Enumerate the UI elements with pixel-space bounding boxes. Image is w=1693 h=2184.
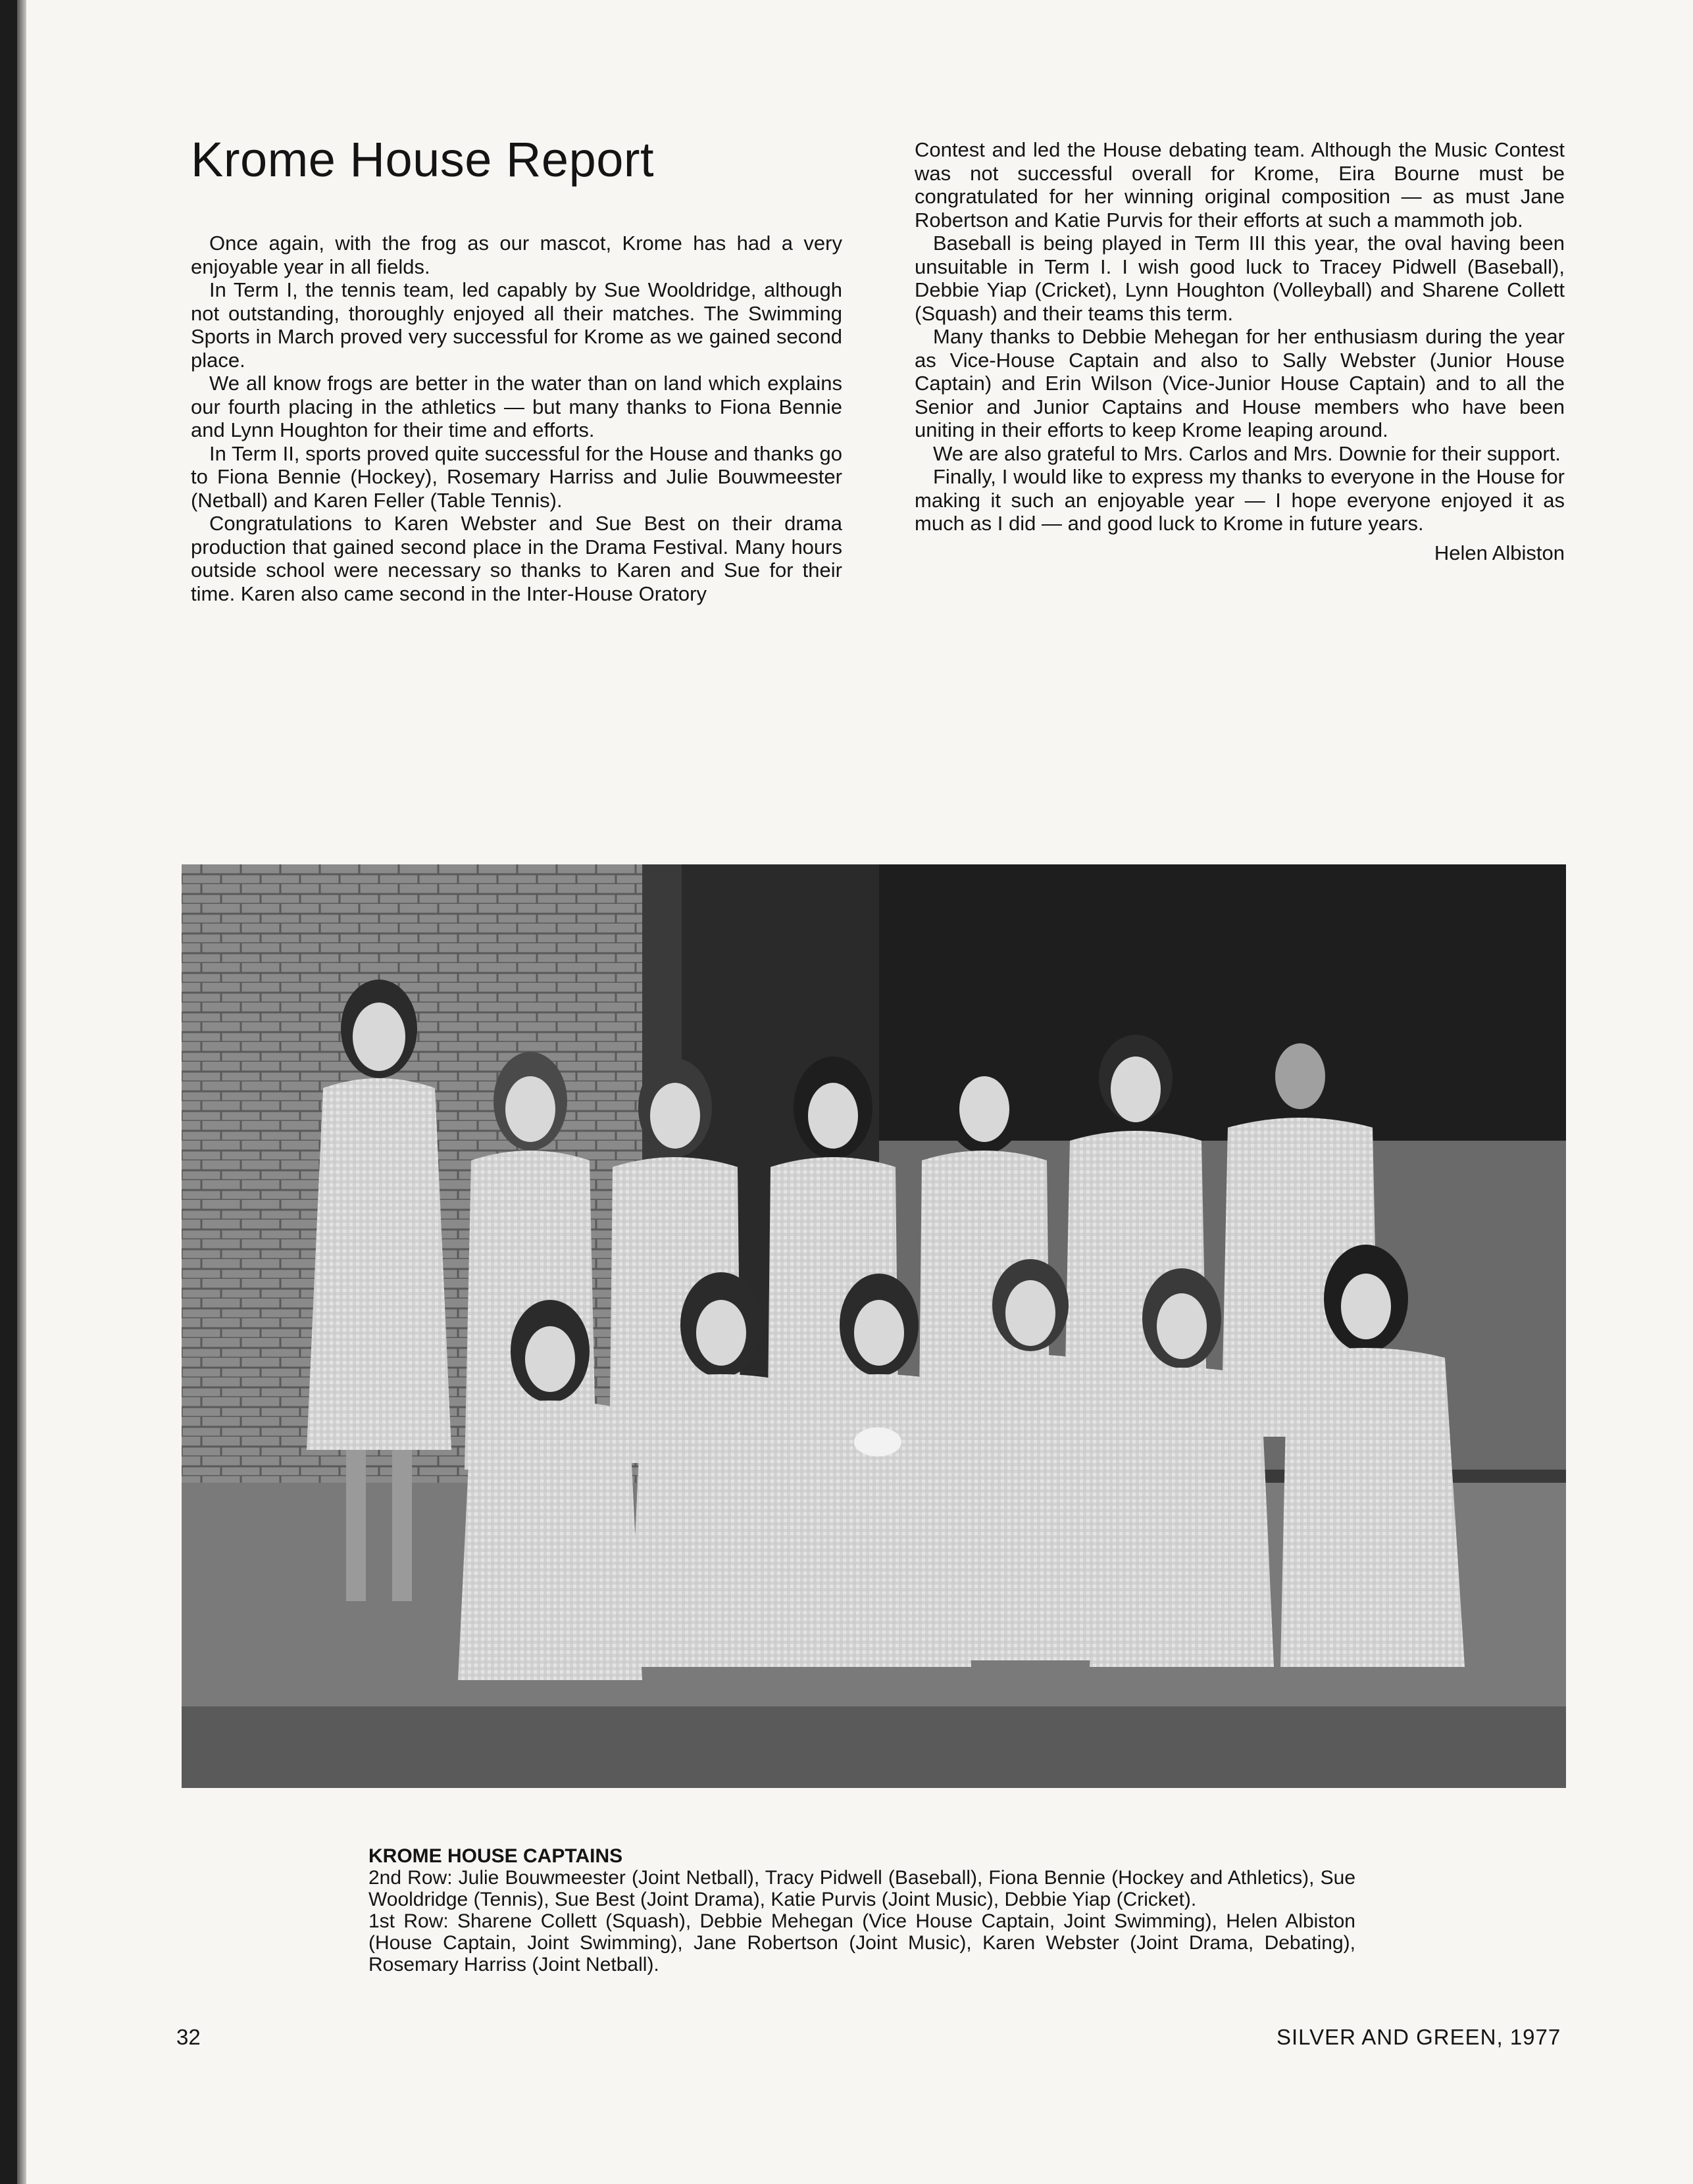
paragraph: Many thanks to Debbie Mehegan for her enthusiasm during the year as Vice-House Captain and also to Sally Webster (Junior House Captain) and Erin Wilson (Vice-Junior House Captain) and to all the Senior and Junior Captains and House members who have been uniting in their efforts to keep Krome leaping around. (915, 325, 1565, 441)
frog-mascot (854, 1427, 901, 1456)
paragraph: In Term II, sports proved quite successful for the House and thanks go to Fiona Bennie (Hockey), Rosemary Harriss and Julie Bouwmeester (Netball) and Karen Feller (Table Tennis). (191, 441, 842, 512)
group-photo-illustration (182, 864, 1566, 1788)
binding-spine (0, 0, 17, 2184)
paragraph: We all know frogs are better in the water than on land which explains our fourth placing in the athletics — but many thanks to Fiona Bennie and Lynn Houghton for their time and efforts. (191, 372, 842, 441)
paragraph: In Term I, the tennis team, led capably by Sue Wooldridge, although not outstanding, thoroughly enjoyed all their matches. The Swimming Sports in March proved very successful for Krome as we gained second place. (191, 278, 842, 372)
paragraph: Baseball is being played in Term III this year, the oval having been unsuitable in Term I. I wish good luck to Tracey Pidwell (Baseball), Debbie Yiap (Cricket), Lynn Houghton (Volleyball) and Sharene Collett (Squash) and their teams this term. (915, 232, 1565, 325)
paragraph: Congratulations to Karen Webster and Sue Best on their drama production that gained second place in the Drama Festival. Many hours outside school were necessary so thanks to Karen and Sue for their time. Karen also came second in the Inter-House Oratory (191, 512, 842, 605)
group-photo (182, 864, 1566, 1788)
left-column (191, 232, 842, 605)
paragraph: Once again, with the frog as our mascot, Krome has had a very enjoyable year in all fields. (191, 232, 842, 278)
page-number: 32 (176, 2025, 201, 2049)
right-column (915, 138, 1565, 564)
publication-title: SILVER AND GREEN, 1977 (1276, 2025, 1561, 2049)
paragraph-continuation: Contest and led the House debating team. Although the Music Contest was not successful overall for Krome, Eira Bourne must be congratulated for her winning original composition — as must Jane Robertson and Katie Purvis for their efforts at such a mammoth job. (915, 138, 1565, 232)
photo-caption (368, 1845, 1355, 1975)
caption-first-row: 1st Row: Sharene Collett (Squash), Debbie Mehegan (Vice House Captain, Joint Swimming), Helen Albiston (House Captain, Joint Swimming), Jane Robertson (Joint Music), Karen Webster (Joint Drama, Debating), Rosemary Harriss (Joint Netball). (368, 1910, 1355, 1975)
paragraph: Finally, I would like to express my thanks to everyone in the House for making it such an enjoyable year — I hope everyone enjoyed it as much as I did — and good luck to Krome in future years. (915, 465, 1565, 535)
paragraph: We are also grateful to Mrs. Carlos and Mrs. Downie for their support. (933, 441, 1561, 465)
author-signature: Helen Albiston (1434, 541, 1565, 564)
caption-second-row: 2nd Row: Julie Bouwmeester (Joint Netball), Tracy Pidwell (Baseball), Fiona Bennie (Hockey and Athletics), Sue Wooldridge (Tennis), Sue Best (Joint Drama), Katie Purvis (Joint Music), Debbie Yiap (Cricket). (368, 1867, 1355, 1910)
caption-heading: KROME HOUSE CAPTAINS (368, 1845, 623, 1867)
article-title: Krome House Report (191, 132, 655, 187)
binding-edge (17, 0, 26, 2184)
